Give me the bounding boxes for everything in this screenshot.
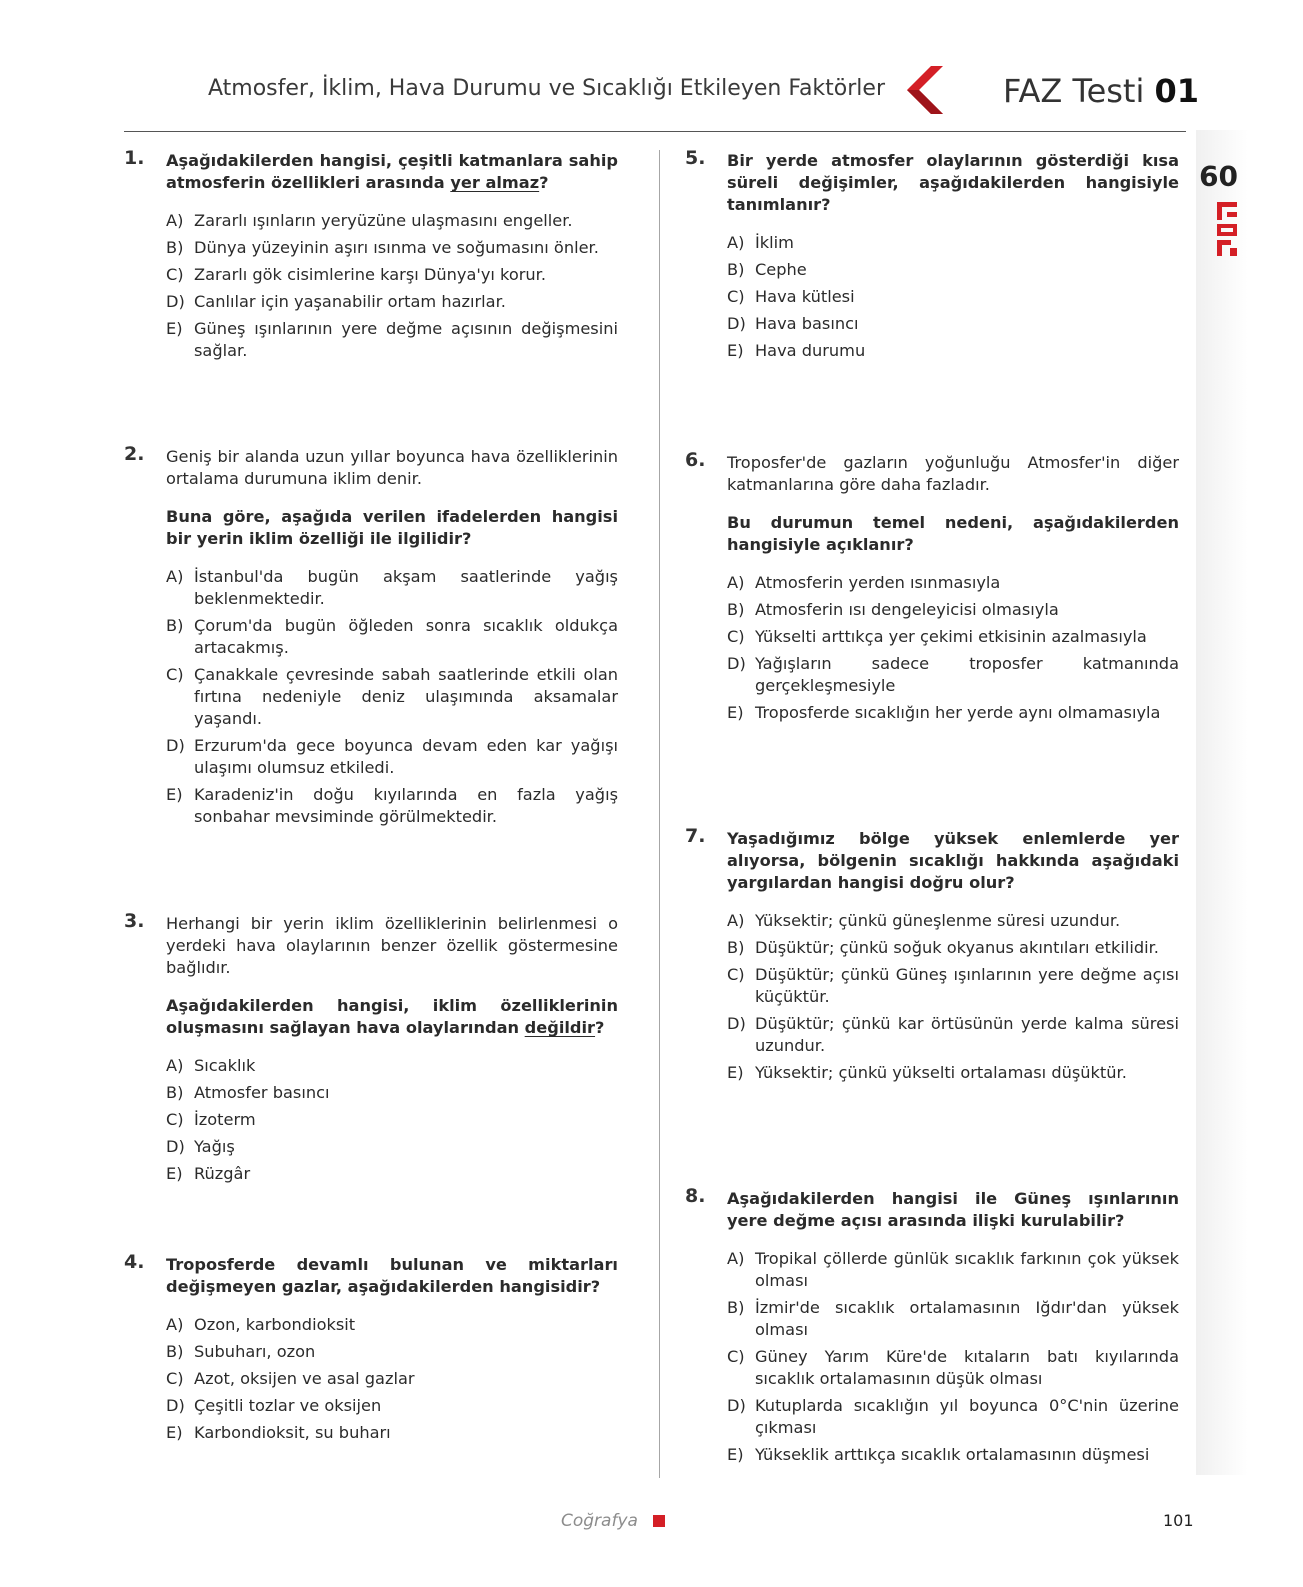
option-a[interactable]: A) Atmosferin yerden ısınmasıyla (727, 573, 1001, 592)
option-d[interactable]: D) Çeşitli tozlar ve oksijen (166, 1396, 382, 1415)
option-a[interactable]: A) Yüksektir; çünkü güneşlenme süresi uzundur. (727, 911, 1121, 930)
option-b[interactable]: B) Düşüktür; çünkü soğuk okyanus akıntıları etkilidir. (727, 938, 1159, 957)
chevron-left-icon (903, 66, 951, 114)
question-number: 7. (685, 825, 706, 847)
option-e[interactable]: E) Güneş ışınlarının yere değme açısının değişmesini sağlar. (166, 319, 618, 360)
column-divider (659, 150, 660, 1478)
option-e[interactable]: E) Karbondioksit, su buharı (166, 1423, 391, 1442)
underlined-keyword: değildir (524, 1018, 596, 1037)
question-number: 4. (124, 1251, 145, 1273)
question-intro: Geniş bir alanda uzun yıllar boyunca hava özelliklerinin ortalama durumuna iklim denir. (166, 447, 618, 488)
option-b[interactable]: B) İzmir'de sıcaklık ortalamasının Iğdır'dan yüksek olması (727, 1298, 1179, 1339)
test-label: FAZ Testi (1003, 72, 1145, 110)
option-c[interactable]: C) Düşüktür; çünkü Güneş ışınlarının yere değme açısı küçüktür. (727, 965, 1179, 1006)
question-4 (124, 1251, 618, 1449)
question-number: 6. (685, 449, 706, 471)
page-number: 101 (1163, 1511, 1194, 1530)
square-icon (653, 1515, 665, 1527)
question-stem: Yaşadığımız bölge yüksek enlemlerde yer alıyorsa, bölgenin sıcaklığı hakkında aşağıdaki yargılardan hangisi doğru olur? (727, 829, 1179, 892)
footer-subject: Coğrafya (561, 1511, 638, 1531)
option-b[interactable]: B) Dünya yüzeyinin aşırı ısınma ve soğumasını önler. (166, 238, 599, 257)
option-a[interactable]: A) Sıcaklık (166, 1056, 256, 1075)
question-number: 2. (124, 443, 145, 465)
option-list (166, 1055, 618, 1185)
option-d[interactable]: D) Düşüktür; çünkü kar örtüsünün yerde kalma süresi uzundur. (727, 1014, 1179, 1055)
option-c[interactable]: C) Çanakkale çevresinde sabah saatlerinde etkili olan fırtına nedeniyle deniz ulaşımında aksamalar yaşandı. (166, 665, 618, 728)
question-5 (685, 147, 1179, 367)
option-d[interactable]: D) Canlılar için yaşanabilir ortam hazırlar. (166, 292, 506, 311)
option-list (727, 1248, 1179, 1466)
question-number: 5. (685, 147, 706, 169)
option-list (727, 910, 1179, 1084)
option-e[interactable]: E) Karadeniz'in doğu kıyılarında en fazla yağış sonbahar mevsiminde görülmektedir. (166, 785, 618, 826)
option-d[interactable]: D) Yağışların sadece troposfer katmanında gerçekleşmesiyle (727, 654, 1179, 695)
test-number: 01 (1154, 72, 1200, 110)
option-b[interactable]: B) Cephe (727, 260, 807, 279)
option-b[interactable]: B) Atmosfer basıncı (166, 1083, 330, 1102)
option-b[interactable]: B) Atmosferin ısı dengeleyicisi olmasıyla (727, 600, 1059, 619)
option-e[interactable]: E) Hava durumu (727, 341, 866, 360)
question-intro: Herhangi bir yerin iklim özelliklerinin belirlenmesi o yerdeki hava olaylarının benzer özellik göstermesine bağlıdır. (166, 914, 618, 977)
option-d[interactable]: D) Erzurum'da gece boyunca devam eden kar yağışı ulaşımı olumsuz etkiledi. (166, 736, 618, 777)
question-stem: Aşağıdakilerden hangisi, iklim özelliklerinin oluşmasını sağlayan hava olaylarından değildir? (166, 996, 618, 1037)
question-3 (124, 910, 618, 1190)
option-a[interactable]: A) İklim (727, 233, 794, 252)
option-e[interactable]: E) Rüzgâr (166, 1164, 251, 1183)
question-6 (685, 449, 1179, 729)
option-d[interactable]: D) Hava basıncı (727, 314, 859, 333)
option-list (727, 572, 1179, 724)
option-a[interactable]: A) Tropikal çöllerde günlük sıcaklık farkının çok yüksek olması (727, 1249, 1179, 1290)
option-e[interactable]: E) Yükseklik arttıkça sıcaklık ortalamasının düşmesi (727, 1445, 1150, 1464)
question-number: 8. (685, 1185, 706, 1207)
question-intro: Troposfer'de gazların yoğunluğu Atmosfer'in diğer katmanlarına göre daha fazladır. (727, 453, 1179, 494)
option-list (166, 566, 618, 828)
option-a[interactable]: A) İstanbul'da bugün akşam saatlerinde yağış beklenmektedir. (166, 567, 618, 608)
option-d[interactable]: D) Yağış (166, 1137, 235, 1156)
option-a[interactable]: A) Ozon, karbondioksit (166, 1315, 356, 1334)
option-a[interactable]: A) Zararlı ışınların yeryüzüne ulaşmasını engeller. (166, 211, 573, 230)
question-1 (124, 147, 618, 367)
side-band (1196, 130, 1248, 1475)
question-stem: Aşağıdakilerden hangisi ile Güneş ışınlarının yere değme açısı arasında ilişki kurulabilir? (727, 1189, 1179, 1230)
header-topic: Atmosfer, İklim, Hava Durumu ve Sıcaklığı Etkileyen Faktörler (207, 76, 885, 101)
question-stem: Buna göre, aşağıda verilen ifadelerden hangisi bir yerin iklim özelliği ile ilgilidir? (166, 507, 618, 548)
underlined-keyword: yer almaz (450, 173, 540, 192)
option-c[interactable]: C) Hava kütlesi (727, 287, 855, 306)
question-stem: Bir yerde atmosfer olaylarının gösterdiği kısa süreli değişimler, aşağıdakilerden hangisiyle tanımlanır? (727, 151, 1179, 214)
option-b[interactable]: B) Subuharı, ozon (166, 1342, 316, 1361)
option-c[interactable]: C) Zararlı gök cisimlerine karşı Dünya'yı korur. (166, 265, 546, 284)
header-rule (124, 131, 1186, 132)
option-c[interactable]: C) Güney Yarım Küre'de kıtaların batı kıyılarında sıcaklık ortalamasının düşük olması (727, 1347, 1179, 1388)
option-e[interactable]: E) Troposferde sıcaklığın her yerde aynı olmamasıyla (727, 703, 1161, 722)
option-c[interactable]: C) İzoterm (166, 1110, 256, 1129)
question-8 (685, 1185, 1179, 1471)
option-e[interactable]: E) Yüksektir; çünkü yükselti ortalaması düşüktür. (727, 1063, 1127, 1082)
test-title (1003, 72, 1199, 110)
option-c[interactable]: C) Azot, oksijen ve asal gazlar (166, 1369, 415, 1388)
question-2 (124, 443, 618, 833)
option-list (166, 1314, 618, 1444)
option-c[interactable]: C) Yükselti arttıkça yer çekimi etkisinin azalmasıyla (727, 627, 1147, 646)
question-stem: Troposferde devamlı bulunan ve miktarları değişmeyen gazlar, aşağıdakilerden hangisidir? (166, 1255, 618, 1296)
question-stem: Aşağıdakilerden hangisi, çeşitli katmanlara sahip atmosferin özellikleri arasında yer almaz? (166, 151, 618, 192)
option-list (727, 232, 1179, 362)
option-d[interactable]: D) Kutuplarda sıcaklığın yıl boyunca 0°C'nin üzerine çıkması (727, 1396, 1179, 1437)
question-stem: Bu durumun temel nedeni, aşağıdakilerden hangisiyle açıklanır? (727, 513, 1179, 554)
option-b[interactable]: B) Çorum'da bugün öğleden sonra sıcaklık oldukça artacakmış. (166, 616, 618, 657)
option-list (166, 210, 618, 362)
question-7 (685, 825, 1179, 1089)
faz-logo-icon (1199, 152, 1245, 262)
side-tab-number: 09 (1199, 159, 1238, 192)
question-number: 3. (124, 910, 145, 932)
question-number: 1. (124, 147, 145, 169)
